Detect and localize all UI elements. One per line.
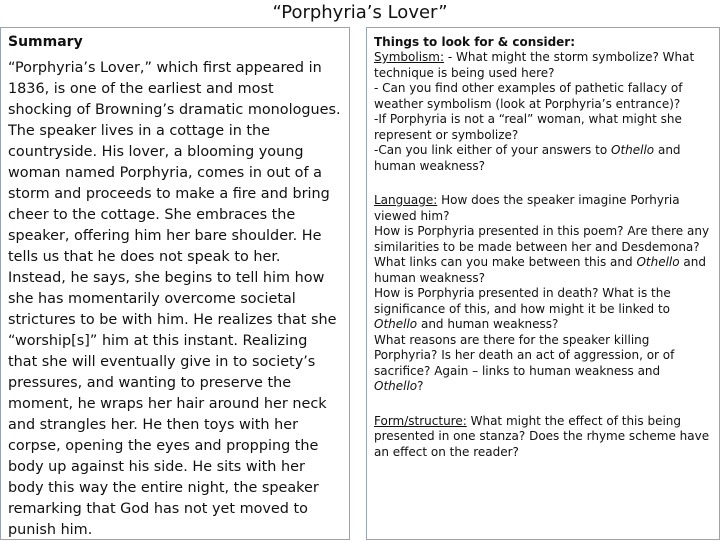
consider-heading: Things to look for & consider: — [374, 35, 576, 49]
symbolism-question-2: - Can you find other examples of pathetic fallacy of weather symbolism (look at Porphyria’s entrance)? — [374, 81, 683, 111]
symbolism-label: Symbolism: — [374, 50, 445, 64]
language-question-2: How is Porphyria presented in this poem? Are there any similarities to be made between her and Desdemona? What links can you make between this and Othello and human weakness? — [374, 224, 710, 285]
summary-text: “Porphyria’s Lover,” which first appeared in 1836, is one of the earliest and most shocking of Browning’s dramatic monologues. The speaker lives in a cottage in the countryside. His lover, a blooming young woman named Porphyria, comes in out of a storm and proceeds to make a fire and bring cheer to the cottage. She embraces the speaker, offering him her bare shoulder. He tells us that he does not speak to her. Instead, he says, she begins to tell him how she has momentarily overcome societal strictures to be with him. He realizes that she “worship[s]” him at this instant. Realizing that she will eventually give in to society’s pressures, and wanting to preserve the moment, he wraps her hair around her neck and strangles her. He then toys with her corpse, opening the eyes and propping the body up against his side. He sits with her body this way the entire night, the speaker remarking that God has not yet moved to punish him. — [8, 60, 341, 538]
language-question-1: Language: How does the speaker imagine Porhyria viewed him? — [374, 193, 680, 223]
symbolism-section — [374, 50, 713, 174]
form-question-1: Form/structure: What might the effect of this being presented in one stanza? Does the rhyme scheme have an effect on the reader? — [374, 413, 710, 459]
consider-box — [366, 27, 720, 540]
language-question-3: How is Porphyria presented in death? What is the significance of this, and how might it be linked to Othello and human weakness? — [374, 286, 671, 331]
language-label: Language: — [374, 193, 438, 207]
page-title: “Porphyria’s Lover” — [272, 2, 448, 23]
symbolism-question-4: -Can you link either of your answers to Othello and human weakness? — [374, 143, 681, 173]
form-section — [374, 414, 713, 461]
symbolism-question-1: Symbolism: - What might the storm symbolize? What technique is being used here? — [374, 50, 695, 80]
language-question-4: What reasons are there for the speaker killing Porphyria? Is her death an act of aggression, or of sacrifice? Again – links to human weakness and Othello? — [374, 332, 675, 393]
summary-box — [0, 27, 350, 540]
summary-heading: Summary — [8, 34, 83, 50]
symbolism-question-3: -If Porphyria is not a “real” woman, what might she represent or symbolize? — [374, 112, 682, 142]
form-label: Form/structure: — [374, 413, 467, 428]
language-section — [374, 193, 713, 395]
